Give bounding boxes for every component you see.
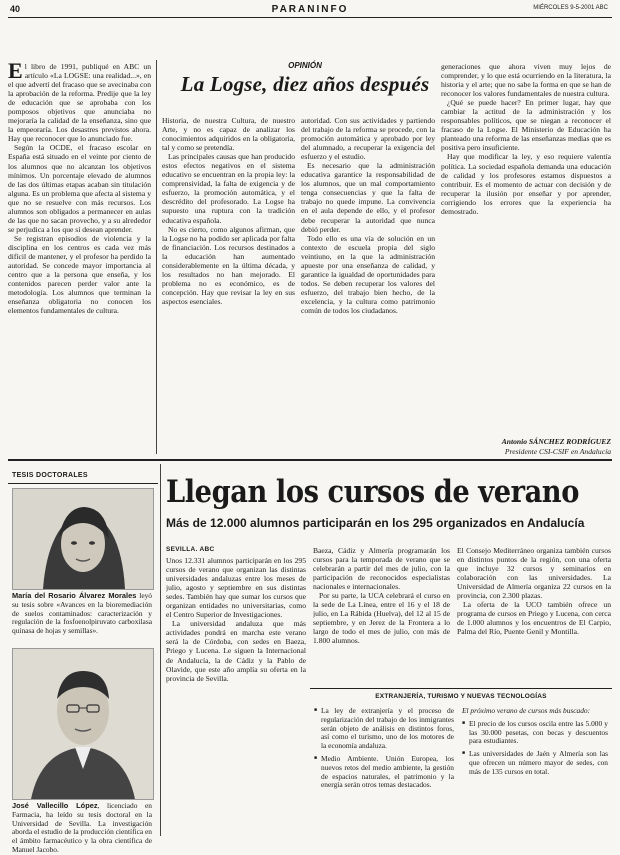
author-role: Presidente CSI-CSIF en Andalucía bbox=[504, 447, 611, 456]
portrait-photo-1 bbox=[12, 488, 154, 590]
paragraph: Hay que modificar la ley, y eso requiere valentía política. La sociedad española demanda una educación de calidad y los profesores estamos dispuestos a contribuir. Es el momento de actuar con decisión y de recuperar la ilusión por enseñar y por aprender, corrigiendo los errores que la experiencia ha demostrado. bbox=[441, 152, 611, 216]
portrait-illustration bbox=[13, 489, 153, 589]
paragraph: El Consejo Mediterráneo organiza también cursos en distintos puntos de la región, con una oferta que incluye 32 cursos y seminarios en colaboración con las universidades. La Universidad de Almería organiza 22 cursos en la provincia, con 2.300 plazas. bbox=[457, 546, 611, 601]
info-box-intro: El próximo verano de cursos más buscado: bbox=[462, 706, 591, 715]
opinion-column-2 bbox=[162, 116, 295, 456]
caption-text: , licenciado en Farmacia, ha leído su tesis doctoral en la Universidad de Sevilla. La investigación aborda el estudio de la producción científica en el ámbito farmacéutico y la obra científica de Manuel Jacobo. bbox=[12, 801, 153, 854]
paragraph: ¿Qué se puede hacer? En primer lugar, hay que cambiar la actitud de la administración y los responsables políticos, que se niegan a reconocer el fracaso de la Logse. El Ministerio de Educación ha planteado una reforma de las enseñanzas medias que es positiva pero insuficiente. bbox=[441, 98, 611, 153]
paragraph: La universidad andaluza que más actividades pondrá en marcha este verano será la de Córdoba, con sedes en Baeza, Priego y Lucena. Le siguen la Internacional de Andalucía, la de Cádiz y la Pablo de Olavide, que este año amplía su oferta en la provincia de Sevilla. bbox=[166, 619, 306, 683]
article-column-3 bbox=[457, 546, 611, 676]
info-box-title: EXTRANJERÍA, TURISMO Y NUEVAS TECNOLOGÍAS bbox=[375, 693, 547, 700]
article-headline: Llegan los cursos de verano bbox=[166, 474, 579, 510]
section-name: PARANINFO bbox=[271, 4, 349, 15]
opinion-title: La Logse, diez años después bbox=[180, 72, 430, 96]
article-subheadline: Más de 12.000 alumnos participarán en los 295 organizados en Andalucía bbox=[166, 516, 585, 530]
paragraph: Historia, de nuestra Cultura, de nuestro Arte, y no es capaz de analizar los conocimientos adquiridos en la obligatoria, tal y como se pretendía. bbox=[162, 116, 295, 153]
paragraph: La oferta de la UCO también ofrece un programa de cursos en Priego y Lucena, con cerca de 1.000 alumnos y los encuentros de El Carpio, Palma del Río, Puente Genil y Montilla. bbox=[457, 600, 611, 637]
paragraph: No es cierto, como algunos afirman, que la Logse no ha podido ser aplicada por falta de financiación. Los recursos destinados a la educación han aumentado considerablemente en la última década, y los resultados no han mejorado. El problema no es económico, es de concepción. Hay que revisar la ley en sus aspectos esenciales. bbox=[162, 224, 295, 306]
byline: SEVILLA. ABC bbox=[166, 546, 215, 553]
opinion-column-1 bbox=[8, 62, 151, 456]
paragraph: autoridad. Con sus actividades y partiendo del trabajo de la reforma se procede, con la promoción automática y aprobado por ley del alumnado, a recuperar la exigencia del esfuerzo y el estudio. bbox=[301, 116, 435, 162]
paragraph: Baeza, Cádiz y Almería programarán los cursos para la temporada de verano que se celebrarán a partir del mes de julio, con la participación de reconocidos especialistas nacionales e internacionales. bbox=[313, 546, 450, 592]
theses-label: TESIS DOCTORALES bbox=[12, 472, 88, 479]
opinion-kicker: OPINIÓN bbox=[288, 61, 322, 70]
column-divider bbox=[160, 464, 161, 836]
header-rule bbox=[8, 17, 612, 18]
bullet-item: ■ La ley de extranjería y el proceso de regularización del trabajo de los inmigrantes serán objeto de análisis en distintos foros, así como el turismo, uno de los motores de la economía andaluza. bbox=[314, 707, 454, 751]
paragraph: Las principales causas que han producido estos efectos negativos en el sistema educativo se encuentran en la propia ley: la comprensividad, la falta de exigencia y de esfuerzo, la promoción automática, y el descrédito del profesorado. La Logse ha supuesto una ruptura con la tradición educativa española. bbox=[162, 152, 295, 225]
paragraph: l libro de 1991, publiqué en ABC un artículo «La LOGSE: una realidad...», en el que advertí del fracaso que se avecinaba con la aprobación de la reforma. Predije que la ley de educación que se aprobaba con los pomposos objetivos que anunciaba no mejoraría la calidad de la enseñanza, sino que la empeoraría. Los desastres previstos ahora. Hay que reconocer que lo anunciado fue. bbox=[8, 62, 151, 144]
bullet-item: ■ El precio de los cursos oscila entre las 5.000 y las 30.000 pesetas, con becas y descuentos para estudiantes. bbox=[462, 720, 608, 746]
column-divider bbox=[156, 60, 157, 454]
author-name: Antonio SÁNCHEZ RODRÍGUEZ bbox=[501, 437, 611, 446]
caption-text: leyó su tesis sobre «Avances en la bioremediación de suelos contaminados: caracterización y regulación de la fosfoenolpiruvato carboxilasa quinasa de hojas y semillas». bbox=[12, 591, 152, 636]
paragraph: Unos 12.331 alumnos participarán en los 295 cursos de verano que organizan las distintas universidades andaluzas entre los meses de julio, agosto y septiembre en sus distintas sedes. También hay que sumar los cursos que organizan entidades no universitarias, como el Centro Superior de Investigaciones. bbox=[166, 556, 306, 620]
paragraph: Por su parte, la UCA celebrará el curso en la sede de La Línea, entre el 16 y el 18 de julio, en La Rábida (Huelva), del 12 al 15 de septiembre, y en Jerez de la Frontera a lo largo de todo el mes de julio, con más de 1.800 alumnos. bbox=[313, 591, 450, 646]
portrait-photo-2 bbox=[12, 648, 154, 800]
page-number: 40 bbox=[10, 4, 21, 14]
article-column-2 bbox=[313, 546, 450, 676]
dropcap: E bbox=[8, 62, 23, 83]
section-rule bbox=[8, 459, 612, 461]
paragraph: Todo ello es una vía de solución en un contexto de escuela propia del siglo veintiuno, en la que la administración apueste por una enseñanza de calidad, y garantice la igualdad de oportunidades para todos. Se deben recuperar los valores del esfuerzo, del trabajo bien hecho, de la excelencia, y la cultura como patrimonio común de todos los ciudadanos. bbox=[301, 233, 435, 315]
article-column-1 bbox=[166, 556, 306, 836]
opinion-column-3 bbox=[301, 116, 435, 456]
theses-rule bbox=[8, 483, 158, 484]
caption-name: María del Rosario Álvarez Morales bbox=[12, 591, 137, 600]
portrait-illustration bbox=[13, 649, 153, 799]
bullet-item: ■ Medio Ambiente. Unión Europea, los nuevos retos del medio ambiente, la gestión de espacios naturales, el patrimonio y la energía serán otros temas destacados. bbox=[314, 755, 454, 790]
info-box bbox=[310, 688, 612, 837]
info-box-left bbox=[314, 707, 454, 794]
caption-name: José Vallecillo López bbox=[12, 801, 98, 810]
paragraph: Se registran episodios de violencia y la disciplina en los centros es cada vez más difícil de mantener, y el profesor ha perdido la autoridad. Se concede mayor importancia al centro que a la persona que enseña, y los contenidos parecen perder valor ante la metodología. Los alumnos que terminan la enseñanza obligatoria no conocen los elementos fundamentales de cultura. bbox=[8, 233, 151, 316]
caption-2 bbox=[12, 802, 152, 855]
opinion-column-4 bbox=[441, 62, 611, 402]
paragraph: Según la OCDE, el fracaso escolar en España está situado en el veinte por ciento de los alumnos que no alcanzan los objetivos mínimos. Un porcentaje elevado de alumnos de las dos últimas etapas acaban sin titulación alguna. Es un problema que afecta al sistema y que no se resuelve con más recursos. Los alumnos son obligados a permanecer en aulas de las que no sacan provecho, y a su alrededor se perjudica a los que sí desean aprender. bbox=[8, 143, 151, 234]
date-line: MIÉRCOLES 9-5-2001 ABC bbox=[533, 5, 608, 11]
paragraph: Es necesario que la administración educativa garantice la responsabilidad de los alumnos, que un mal comportamiento tenga consecuencias y que la falta de trabajo no quede impune. La convivencia en el aula depende de ello, y el profesor debe recuperar la autoridad que nunca debió perder. bbox=[301, 161, 435, 234]
paragraph: generaciones que ahora viven muy lejos de comprender, y lo que está ocurriendo en la literatura, la historia y el arte; que no sabe la forma en que se han de reconocer los valores fundamentales de nuestra cultura. bbox=[441, 62, 611, 99]
caption-1 bbox=[12, 592, 152, 636]
info-box-right bbox=[462, 707, 608, 781]
bullet-item: ■ Las universidades de Jaén y Almería son las que ofrecen un número mayor de sedes, con más de 135 cursos en total. bbox=[462, 750, 608, 776]
